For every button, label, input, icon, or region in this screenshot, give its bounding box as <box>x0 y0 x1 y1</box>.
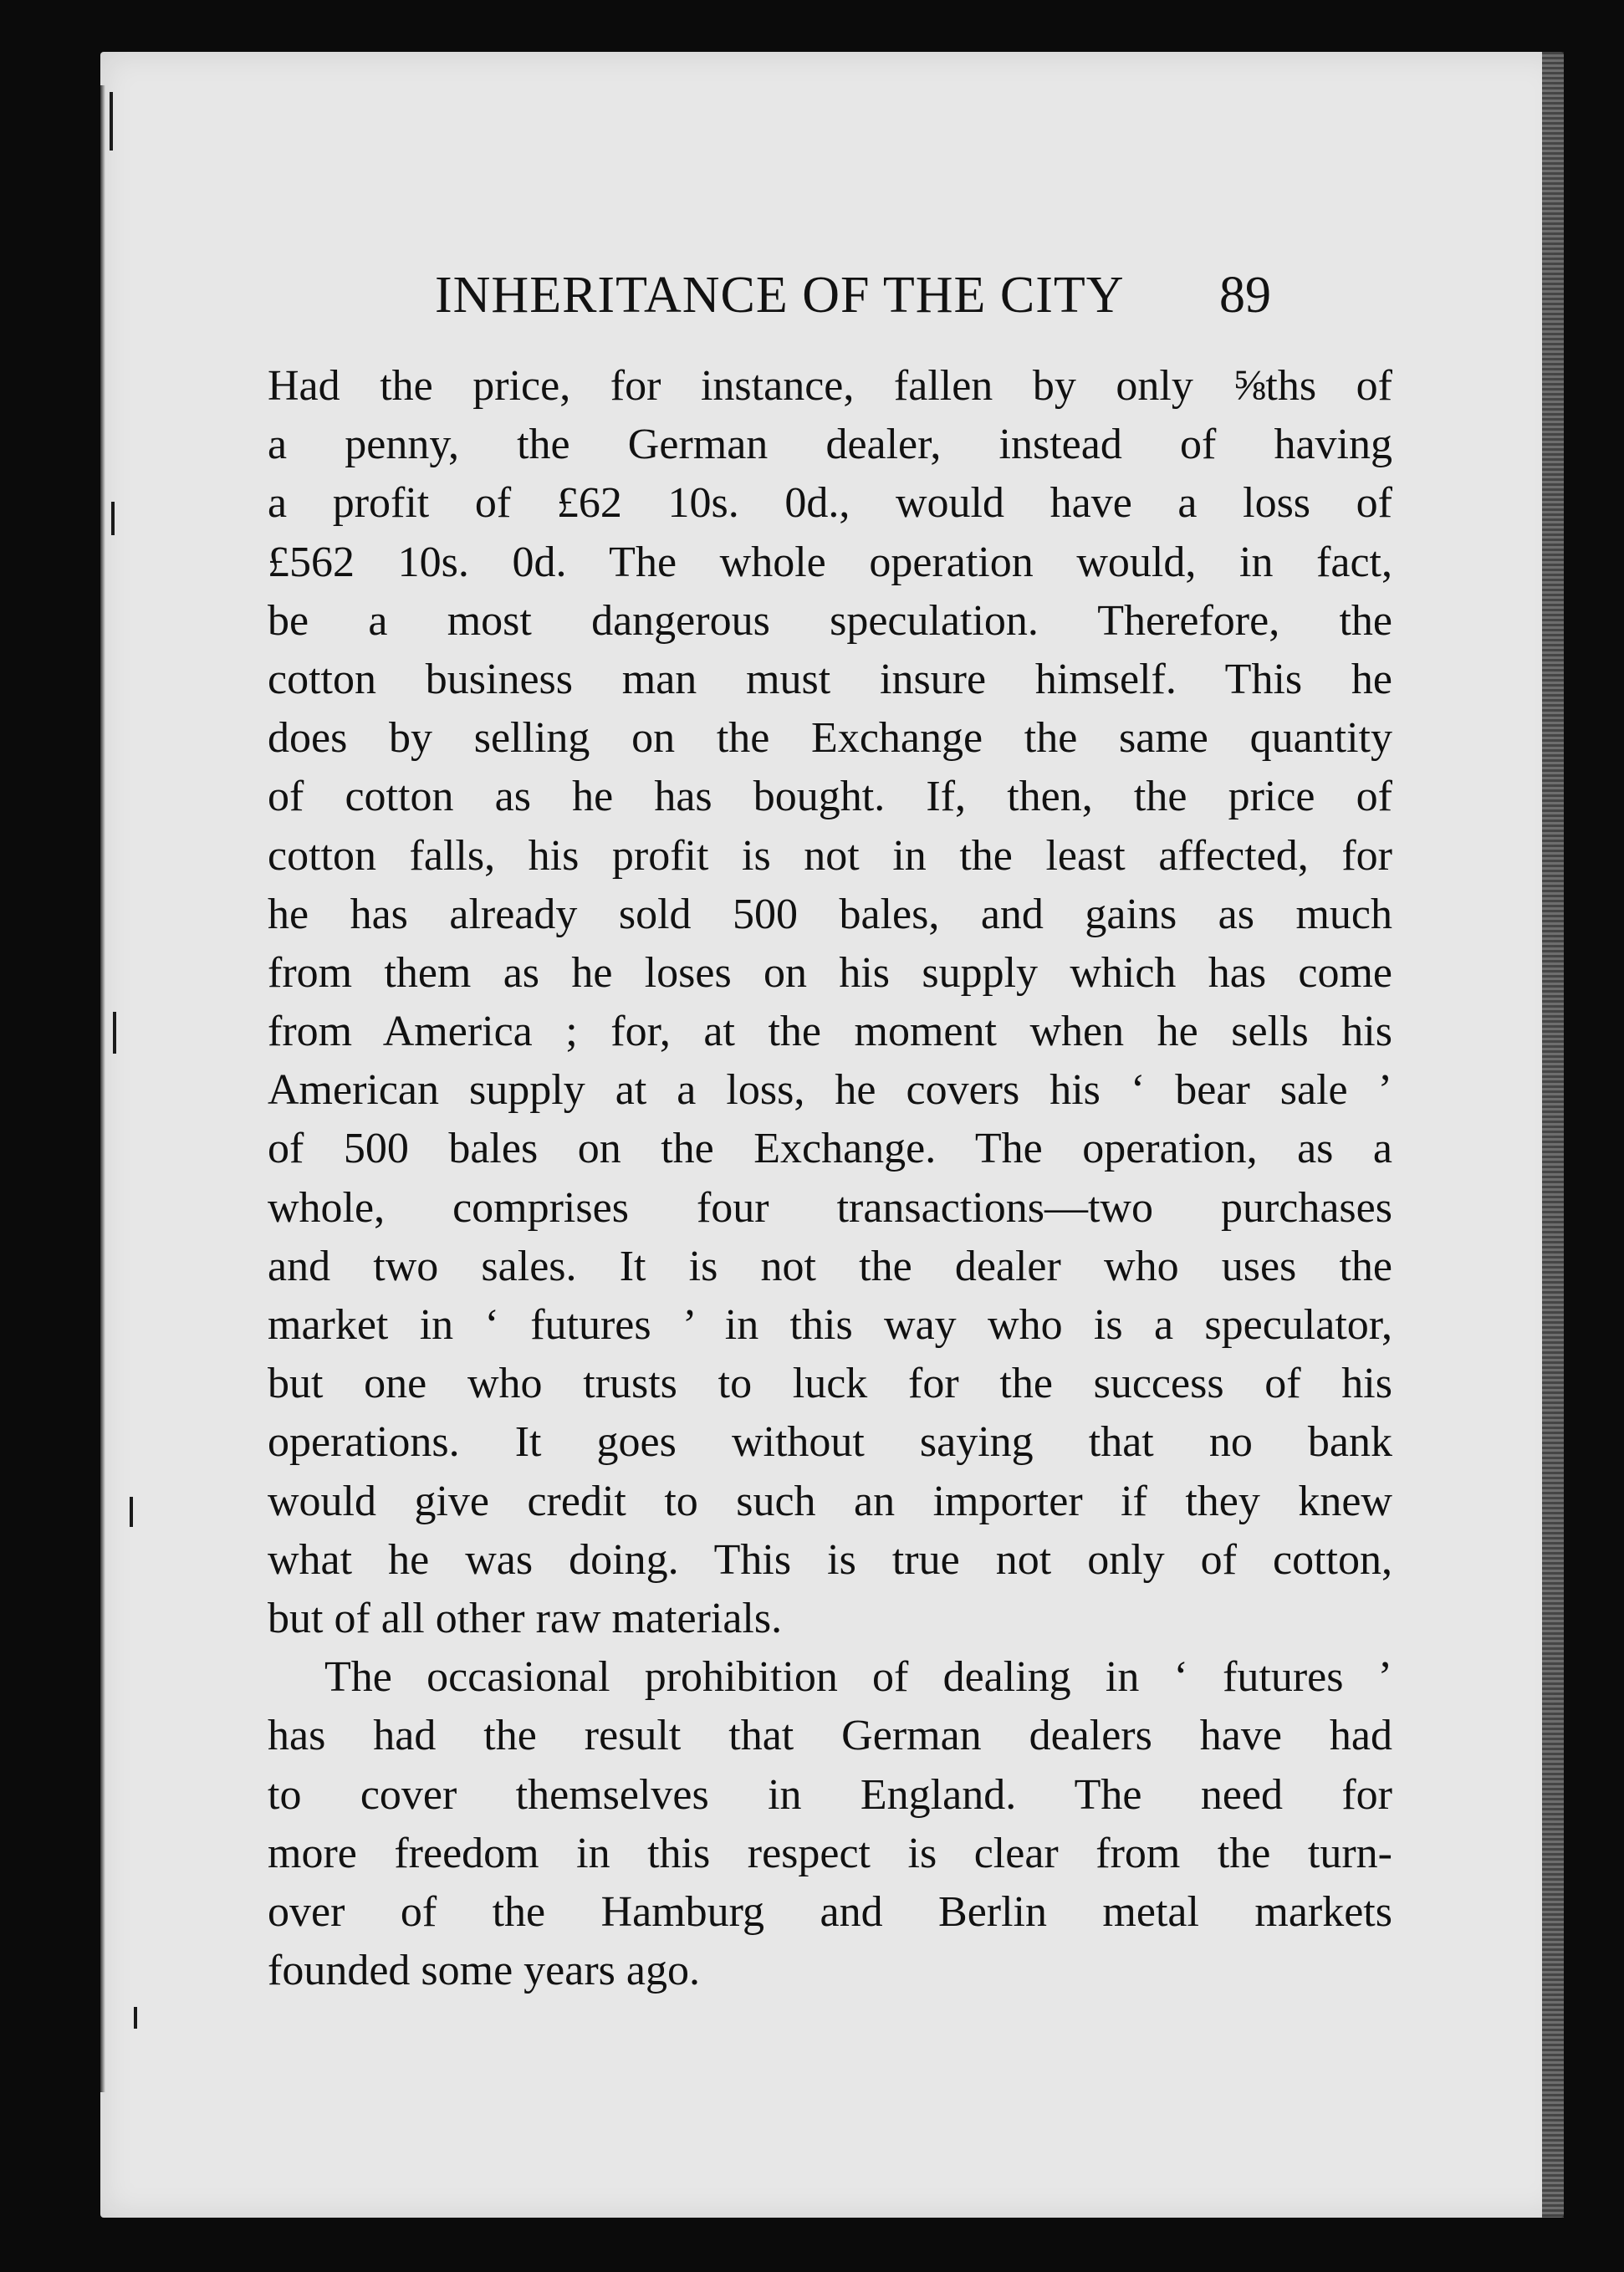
paragraph-2 <box>268 1648 1392 2000</box>
text-line: and two sales. It is not the dealer who uses the <box>268 1242 1392 1290</box>
text-line: cotton falls, his profit is not in the least affected, for <box>268 831 1392 880</box>
text-line: over of the Hamburg and Berlin metal markets <box>268 1887 1392 1936</box>
text-line: market in ‘ futures ’ in this way who is a speculator, <box>268 1301 1392 1349</box>
text-line: does by selling on the Exchange the same quantity <box>268 714 1392 763</box>
scan-margin-mark <box>111 502 115 535</box>
text-line: would give credit to such an importer if they knew <box>268 1477 1392 1525</box>
text-line: £562 10s. 0d. The whole operation would, in fact, <box>268 538 1392 586</box>
scan-margin-mark <box>113 1012 116 1054</box>
text-line: he has already sold 500 bales, and gains as much <box>268 890 1392 938</box>
text-line: but of all other raw materials. <box>268 1594 783 1642</box>
page-header <box>100 216 1564 333</box>
book-page <box>100 52 1564 2218</box>
text-line: more freedom in this respect is clear from the turn- <box>268 1829 1392 1877</box>
text-line: be a most dangerous speculation. Therefore, the <box>268 596 1392 645</box>
scan-margin-mark <box>110 92 113 151</box>
text-line: of cotton as he has bought. If, then, the price of <box>268 773 1392 821</box>
page-number: 89 <box>1219 267 1271 324</box>
text-line: Had the price, for instance, fallen by only ⅝ths of <box>268 362 1392 410</box>
page-left-edge-shadow <box>100 85 105 2092</box>
text-line: a profit of £62 10s. 0d., would have a loss of <box>268 479 1392 528</box>
text-line: American supply at a loss, he covers his ‘ bear sale ’ <box>268 1066 1392 1115</box>
text-line: The occasional prohibition of dealing in ‘ futures ’ <box>324 1653 1392 1702</box>
text-line: from America ; for, at the moment when he sells his <box>268 1008 1392 1056</box>
text-line: founded some years ago. <box>268 1947 700 1995</box>
running-head: INHERITANCE OF THE CITY <box>435 267 1125 324</box>
text-line: operations. It goes without saying that no bank <box>268 1418 1392 1467</box>
paragraph-1 <box>268 357 1392 1648</box>
text-line: has had the result that German dealers have had <box>268 1712 1392 1760</box>
text-line: cotton business man must insure himself. This he <box>268 655 1392 703</box>
text-line: to cover themselves in England. The need for <box>268 1770 1392 1819</box>
text-line: but one who trusts to luck for the success of his <box>268 1360 1392 1408</box>
text-line: of 500 bales on the Exchange. The operation, as a <box>268 1125 1392 1173</box>
text-line: from them as he loses on his supply which has come <box>268 948 1392 997</box>
text-line: whole, comprises four transactions—two purchases <box>268 1183 1392 1232</box>
page-right-edge-binding <box>1542 52 1564 2218</box>
scan-margin-mark <box>134 2007 137 2029</box>
text-line: a penny, the German dealer, instead of having <box>268 421 1392 469</box>
body-text <box>268 357 1392 2000</box>
text-line: what he was doing. This is true not only of cotton, <box>268 1535 1392 1584</box>
scan-margin-mark <box>130 1497 133 1527</box>
